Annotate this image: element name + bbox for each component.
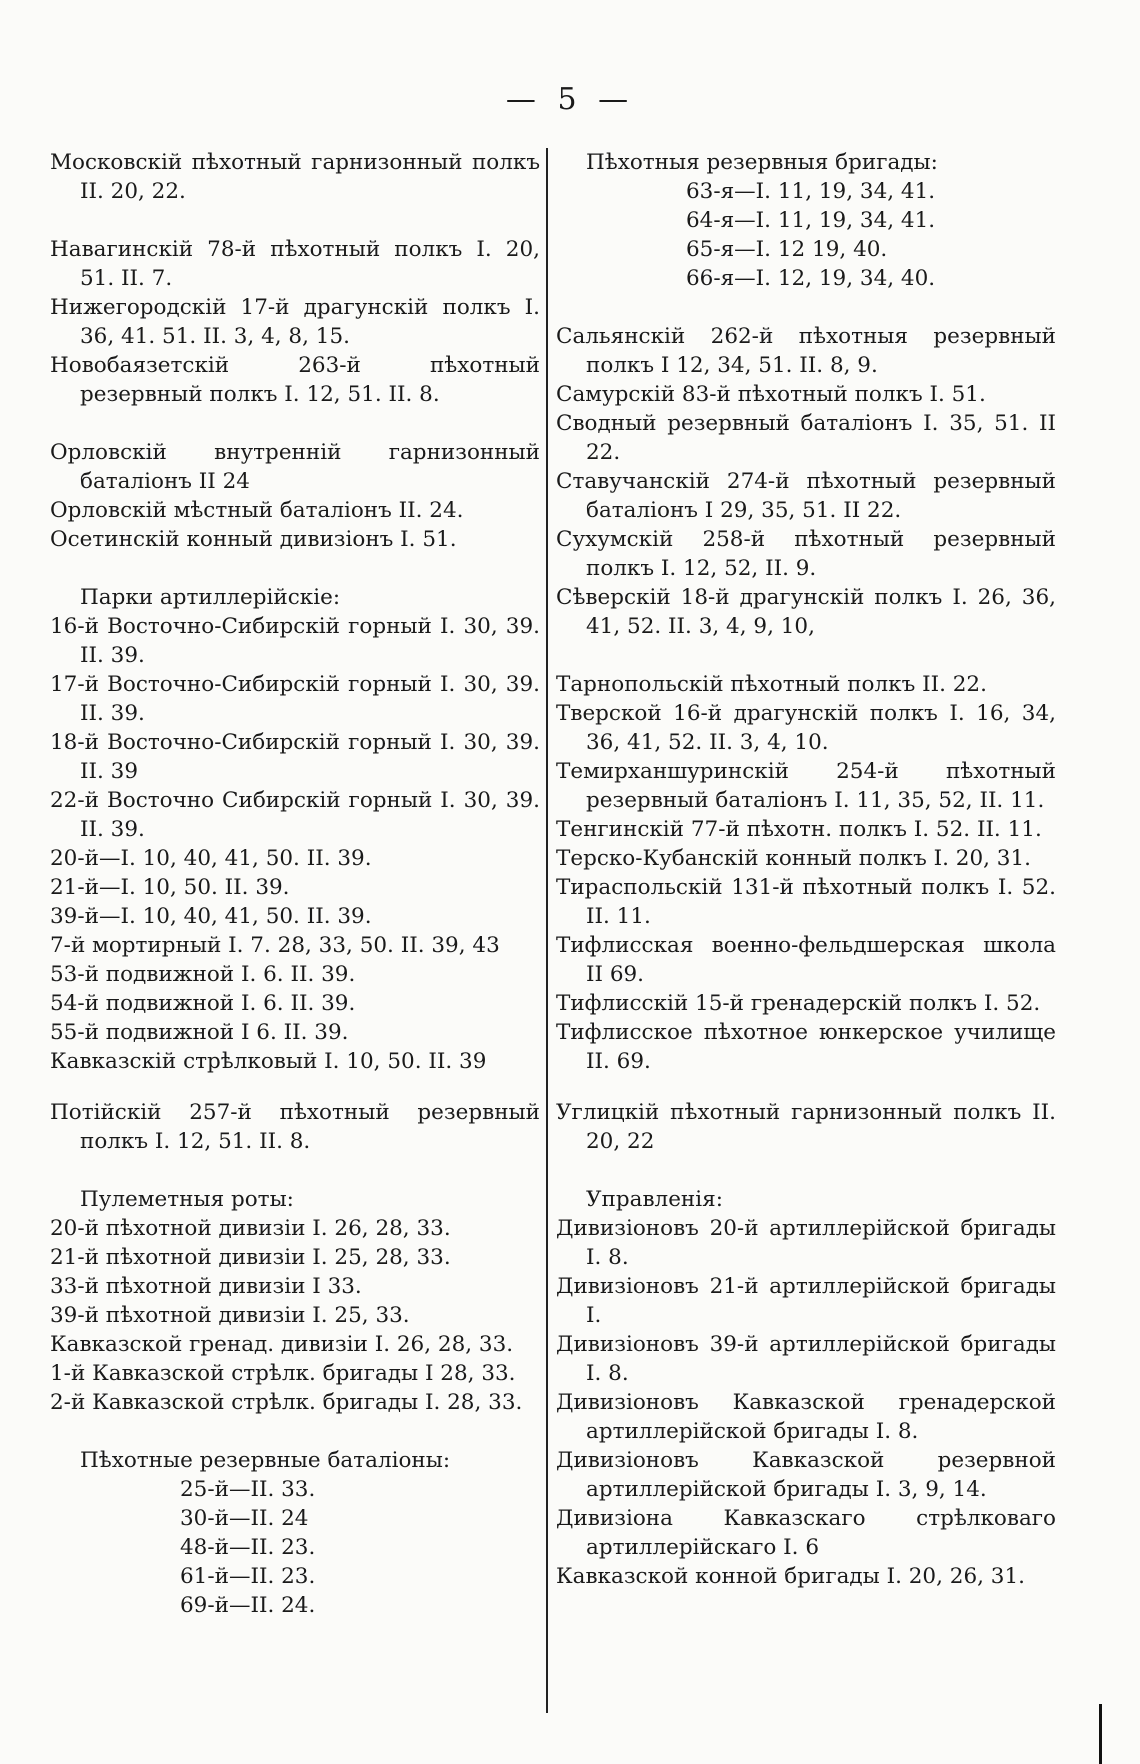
spacer xyxy=(556,293,1056,322)
index-entry: 33-й пѣхотной дивизіи I 33. xyxy=(50,1274,362,1299)
index-entry: 48-й—II. 23. xyxy=(180,1535,316,1560)
index-entry: Тифлисская военно-фельдшерская школа II 69. xyxy=(556,933,1056,987)
index-entry: Тарнопольскій пѣхотный полкъ II. 22. xyxy=(556,672,987,697)
index-entry: Кавказскій стрѣлковый I. 10, 50. II. 39 xyxy=(50,1049,487,1074)
index-entry: Самурскій 83-й пѣхотный полкъ I. 51. xyxy=(556,382,986,407)
index-entry: 25-й—II. 33. xyxy=(180,1477,316,1502)
index-entry: 1-й Кавказской стрѣлк. бригады I 28, 33. xyxy=(50,1361,516,1386)
spacer xyxy=(50,554,540,583)
index-entry: Дивизіона Кавказскаго стрѣлковаго артиллерійскаго I. 6 xyxy=(556,1506,1056,1560)
spacer xyxy=(556,641,1056,670)
spacer xyxy=(556,1076,1056,1098)
index-entry: Тверской 16-й драгунскій полкъ I. 16, 34, 36, 41, 52. II. 3, 4, 10. xyxy=(556,701,1056,755)
column-divider xyxy=(546,148,548,1713)
index-entry: Темирханшуринскій 254-й пѣхотный резервный баталіонъ I. 11, 35, 52, II. 11. xyxy=(556,759,1056,813)
index-entry: Орловскій мѣстный баталіонъ II. 24. xyxy=(50,498,464,523)
index-entry: Дивизіоновъ 39-й артиллерійской бригады I. 8. xyxy=(556,1332,1056,1386)
index-entry: Дивизіоновъ Кавказской резервной артиллерійской бригады I. 3, 9, 14. xyxy=(556,1448,1056,1502)
spacer xyxy=(50,1417,540,1446)
index-entry: Навагинскій 78-й пѣхотный полкъ I. 20, 51. II. 7. xyxy=(50,237,540,291)
index-entry: Сухумскій 258-й пѣхотный резервный полкъ I. 12, 52, II. 9. xyxy=(556,527,1056,581)
index-entry: Новобаязетскій 263-й пѣхотный резервный полкъ I. 12, 51. II. 8. xyxy=(50,353,540,407)
index-entry: 39-й—I. 10, 40, 41, 50. II. 39. xyxy=(50,904,372,929)
index-entry: Дивизіоновъ 21-й артиллерійской бригады I. xyxy=(556,1274,1056,1328)
index-entry: 53-й подвижной I. 6. II. 39. xyxy=(50,962,356,987)
index-entry: Ставучанскій 274-й пѣхотный резервный баталіонъ I 29, 35, 51. II 22. xyxy=(556,469,1056,523)
index-entry: Московскій пѣхотный гарнизонный полкъ II. 20, 22. xyxy=(50,150,540,204)
index-entry: Сальянскій 262-й пѣхотныя резервный полкъ I 12, 34, 51. II. 8, 9. xyxy=(556,324,1056,378)
index-entry: 63-я—I. 11, 19, 34, 41. xyxy=(686,179,936,204)
index-entry: Кавказской гренад. дивизіи I. 26, 28, 33. xyxy=(50,1332,514,1357)
index-entry: 69-й—II. 24. xyxy=(180,1593,316,1618)
spacer xyxy=(50,1076,540,1098)
spacer xyxy=(50,206,540,235)
index-entry: Нижегородскій 17-й драгунскій полкъ I. 36, 41. 51. II. 3, 4, 8, 15. xyxy=(50,295,540,349)
index-entry: Терско-Кубанскій конный полкъ I. 20, 31. xyxy=(556,846,1031,871)
index-entry: 65-я—I. 12 19, 40. xyxy=(686,237,888,262)
index-entry: Тифлисскій 15-й гренадерскій полкъ I. 52. xyxy=(556,991,1041,1016)
index-entry: 61-й—II. 23. xyxy=(180,1564,316,1589)
index-entry: 66-я—I. 12, 19, 34, 40. xyxy=(686,266,936,291)
index-entry: Углицкій пѣхотный гарнизонный полкъ II. 20, 22 xyxy=(556,1100,1056,1154)
index-entry: 64-я—I. 11, 19, 34, 41. xyxy=(686,208,936,233)
page-number: — 5 — xyxy=(505,82,635,117)
index-entry: 55-й подвижной I 6. II. 39. xyxy=(50,1020,349,1045)
index-entry: Сводный резервный баталіонъ I. 35, 51. II 22. xyxy=(556,411,1056,465)
index-entry: 20-й пѣхотной дивизіи I. 26, 28, 33. xyxy=(50,1216,451,1241)
index-entry: 20-й—I. 10, 40, 41, 50. II. 39. xyxy=(50,846,372,871)
spacer xyxy=(50,1156,540,1185)
index-entry: 39-й пѣхотной дивизіи I. 25, 33. xyxy=(50,1303,410,1328)
section-heading: Управленія: xyxy=(586,1187,723,1212)
index-entry: 7-й мортирный I. 7. 28, 33, 50. II. 39, 43 xyxy=(50,933,500,958)
spacer xyxy=(556,1156,1056,1185)
index-entry: 30-й—II. 24 xyxy=(180,1506,309,1531)
index-entry: Дивизіоновъ 20-й артиллерійской бригады I. 8. xyxy=(556,1216,1056,1270)
index-entry: Осетинскій конный дивизіонъ I. 51. xyxy=(50,527,457,552)
index-entry: 16-й Восточно-Сибирскій горный I. 30, 39. II. 39. xyxy=(50,614,540,668)
index-entry: Тенгинскій 77-й пѣхотн. полкъ I. 52. II. 11. xyxy=(556,817,1042,842)
index-entry: Орловскій внутренній гарнизонный баталіонъ II 24 xyxy=(50,440,540,494)
section-heading: Пѣхотныя резервныя бригады: xyxy=(586,150,938,175)
index-entry: Тираспольскій 131-й пѣхотный полкъ I. 52. II. 11. xyxy=(556,875,1056,929)
section-heading: Парки артиллерійскіе: xyxy=(80,585,341,610)
index-entry: 21-й пѣхотной дивизіи I. 25, 28, 33. xyxy=(50,1245,451,1270)
margin-mark xyxy=(1099,1704,1102,1764)
section-heading: Пулеметныя роты: xyxy=(80,1187,294,1212)
index-entry: Кавказской конной бригады I. 20, 26, 31. xyxy=(556,1564,1025,1589)
index-entry: 2-й Кавказской стрѣлк. бригады I. 28, 33. xyxy=(50,1390,523,1415)
index-entry: Сѣверскій 18-й драгунскій полкъ I. 26, 36, 41, 52. II. 3, 4, 9, 10, xyxy=(556,585,1056,639)
index-entry: 18-й Восточно-Сибирскій горный I. 30, 39. II. 39 xyxy=(50,730,540,784)
right-column xyxy=(556,148,1056,1591)
index-entry: 22-й Восточно Сибирскій горный I. 30, 39. II. 39. xyxy=(50,788,540,842)
section-heading: Пѣхотные резервные баталіоны: xyxy=(80,1448,451,1473)
index-entry: 21-й—I. 10, 50. II. 39. xyxy=(50,875,290,900)
index-entry: Потійскій 257-й пѣхотный резервный полкъ I. 12, 51. II. 8. xyxy=(50,1100,540,1154)
index-entry: Дивизіоновъ Кавказской гренадерской артиллерійской бригады I. 8. xyxy=(556,1390,1056,1444)
index-entry: Тифлисское пѣхотное юнкерское училище II. 69. xyxy=(556,1020,1056,1074)
index-entry: 54-й подвижной I. 6. II. 39. xyxy=(50,991,356,1016)
spacer xyxy=(50,409,540,438)
index-entry: 17-й Восточно-Сибирскій горный I. 30, 39. II. 39. xyxy=(50,672,540,726)
left-column xyxy=(50,148,540,1620)
